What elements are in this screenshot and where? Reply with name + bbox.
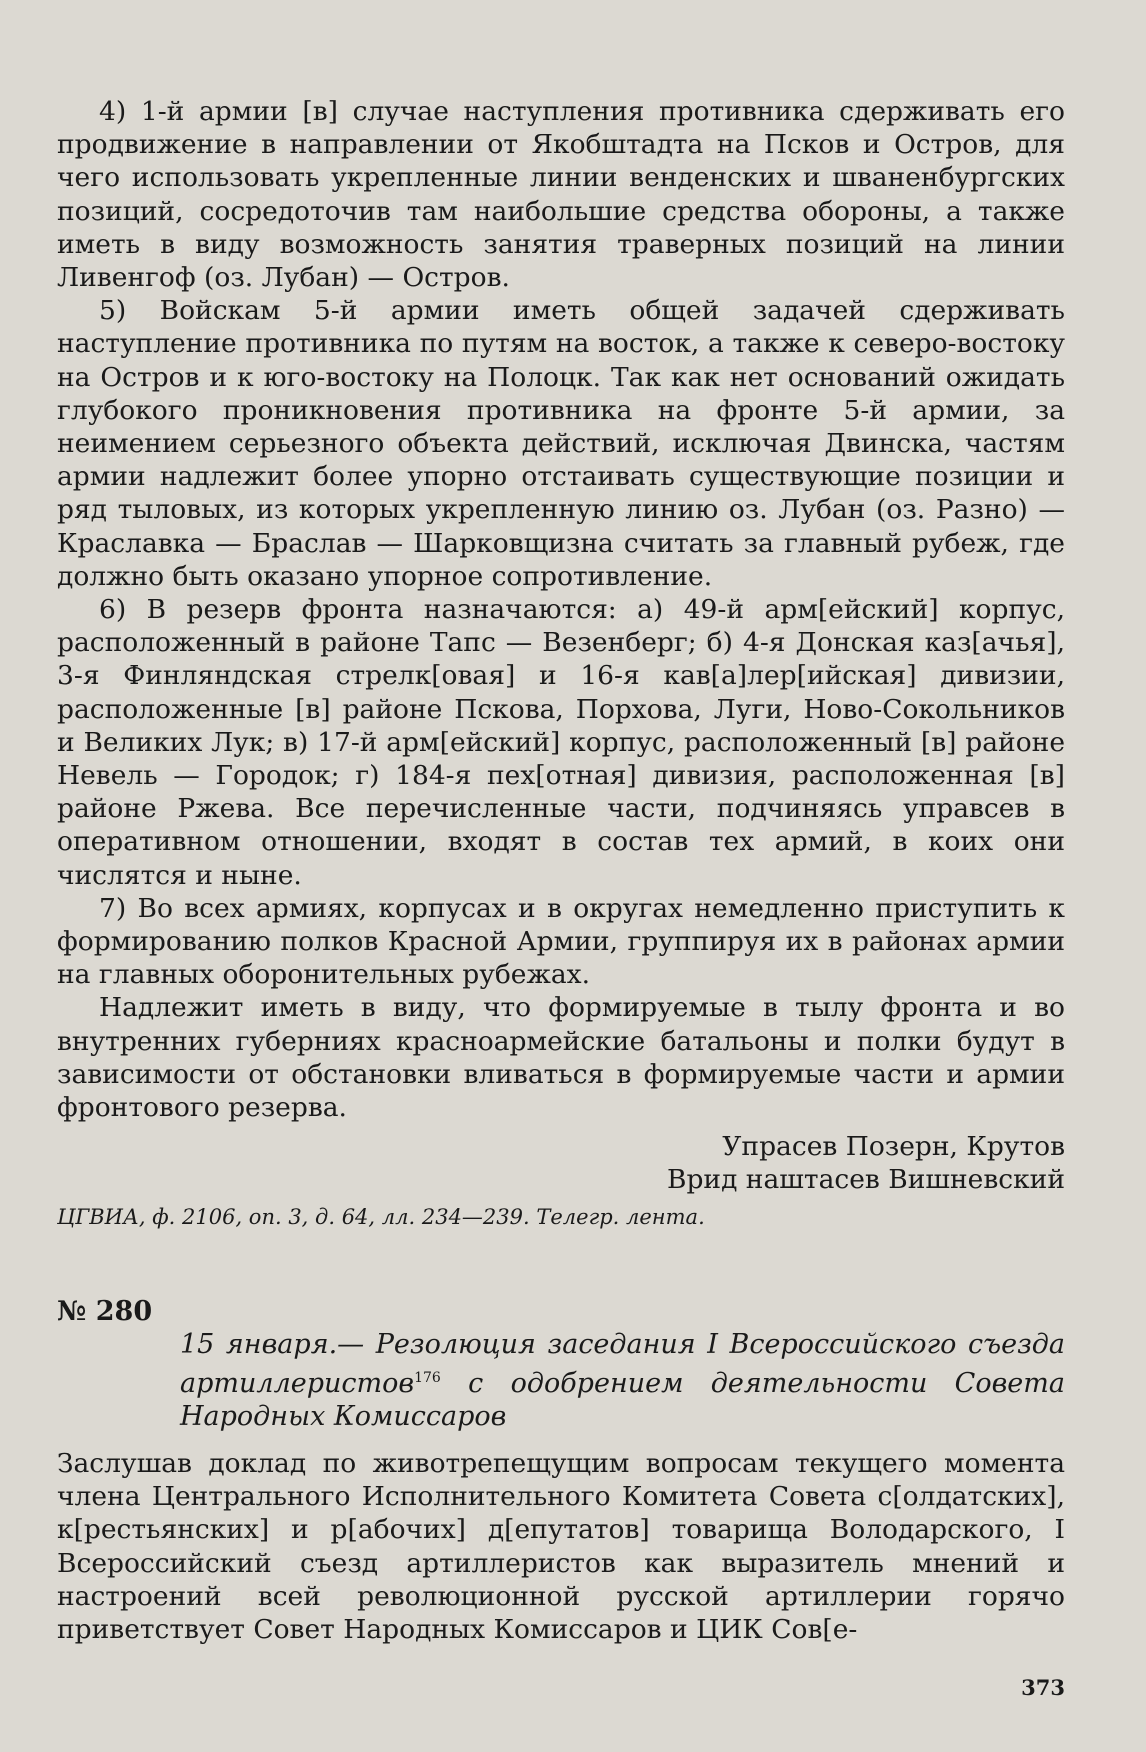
title-part-1: 15 января.— Резолюция заседания I Всероссийского съезда артиллеристов: [180, 1329, 1065, 1399]
body-text: [57, 95, 1065, 1124]
archive-source: ЦГВИА, ф. 2106, оп. 3, д. 64, лл. 234—239. Телегр. лента.: [57, 1205, 705, 1229]
paragraph-7: 7) Во всех армиях, корпусах и в округах немедленно приступить к формированию полков Красной Армии, группируя их в районах армии на главных оборонительных рубежах.: [57, 892, 1065, 991]
document-title: [180, 1328, 1065, 1434]
paragraph-5: 5) Войскам 5-й армии иметь общей задачей сдерживать наступление противника по путям на восток, а также к северо-востоку на Остров и к юго-востоку на Полоцк. Так как нет оснований ожидать глубокого проникновения противника на фронте 5-й армии, за неимением серьезного объекта действий, исключая Двинска, частям армии надлежит более упорно отстаивать существующие позиции и ряд тыловых, из которых укрепленную линию оз. Лубан (оз. Разно) — Краславка — Браслав — Шарковщизна считать за главный рубеж, где должно быть оказано упорное сопротивление.: [57, 295, 1065, 592]
signature-line-1: Упрасев Позерн, Крутов: [722, 1131, 1065, 1162]
page-number: 373: [1021, 1675, 1065, 1700]
document-number: № 280: [57, 1296, 153, 1327]
resolution-paragraph: Заслушав доклад по животрепещущим вопросам текущего момента члена Центрального Исполнительного Комитета Совета с[олдатских], к[рестьянских] и р[абочих] д[епутатов] товарища Володарского, I Всероссийский съезд артиллеристов как выразитель мнений и настроений всей революционной русской артиллерии горячо приветствует Совет Народных Комиссаров и ЦИК Сов[е-: [57, 1448, 1065, 1646]
title-part-2: с одобрением деятельности Совета Народных Комиссаров: [180, 1367, 1065, 1432]
paragraph-4: 4) 1-й армии [в] случае наступления противника сдерживать его продвижение в направлении от Якобштадта на Псков и Остров, для чего использовать укрепленные линии венденских и шваненбургских позиций, сосредоточив там наибольшие средства обороны, а также иметь в виду возможность занятия траверных позиций на линии Ливенгоф (оз. Лубан) — Остров.: [57, 96, 1065, 294]
paragraph-note: Надлежит иметь в виду, что формируемые в тылу фронта и во внутренних губерниях красноармейские батальоны и полки будут в зависимости от обстановки вливаться в формируемые части и армии фронтового резерва.: [57, 992, 1065, 1124]
resolution-text: [57, 1447, 1065, 1646]
signature-line-2: Врид наштасев Вишневский: [666, 1164, 1065, 1195]
footnote-ref: 176: [414, 1369, 441, 1386]
paragraph-6: 6) В резерв фронта назначаются: а) 49-й арм[ейский] корпус, расположенный в районе Тапс — Везенберг; б) 4-я Донская каз[ачья], 3-я Финляндская стрелк[овая] и 16-я кав[а]лер[ийская] дивизии, расположенные [в] районе Пскова, Порхова, Луги, Ново-Сокольников и Великих Лук; в) 17-й арм[ейский] корпус, расположенный [в] районе Невель — Городок; г) 184-я пех[отная] дивизия, расположенная [в] районе Ржева. Все перечисленные части, подчиняясь управсев в оперативном отношении, входят в состав тех армий, в коих они числятся и ныне.: [57, 594, 1065, 891]
signature-block: [667, 1130, 1065, 1196]
